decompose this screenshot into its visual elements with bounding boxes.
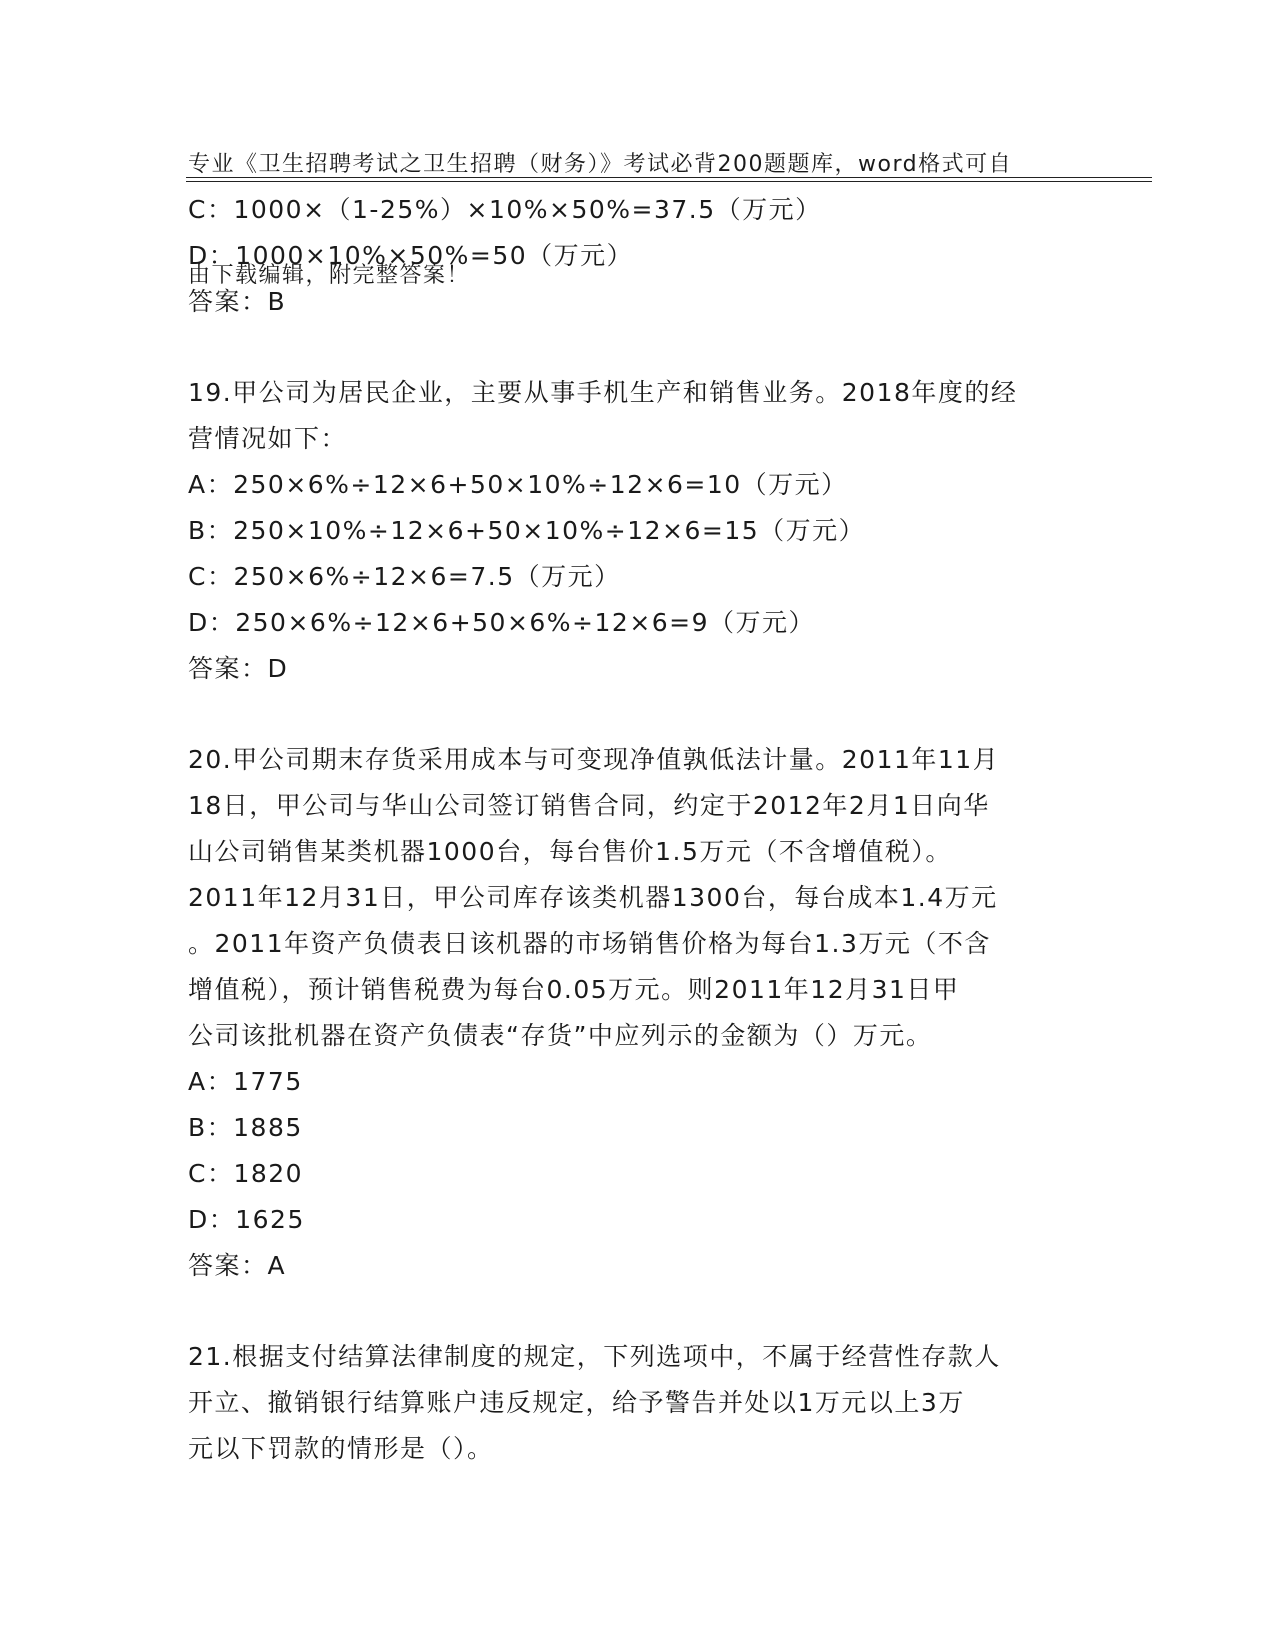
question-stem	[188, 737, 1088, 1059]
option-b: B：250×10%÷12×6+50×10%÷12×6=15（万元）	[188, 516, 866, 545]
answer-line: 答案：D	[188, 654, 289, 683]
stem-line: 2011年12月31日，甲公司库存该类机器1300台，每台成本1.4万元	[188, 883, 998, 912]
stem-line: 公司该批机器在资产负债表“存货”中应列示的金额为（）万元。	[188, 1021, 933, 1050]
option-a: A：1775	[188, 1067, 303, 1096]
option-a: A：250×6%÷12×6+50×10%÷12×6=10（万元）	[188, 470, 848, 499]
question-19	[188, 370, 1088, 692]
option-c: C：1000×（1-25%）×10%×50%=37.5（万元）	[188, 195, 822, 224]
document-body	[188, 187, 1088, 1472]
stem-line: 增值税），预计销售税费为每台0.05万元。则2011年12月31日甲	[188, 975, 960, 1004]
question-stem	[188, 370, 1088, 462]
answer-line: 答案：B	[188, 287, 287, 316]
question-20	[188, 737, 1088, 1289]
stem-line: 21.根据支付结算法律制度的规定，下列选项中，不属于经营性存款人	[188, 1342, 1001, 1371]
option-d: D：1000×10%×50%=50（万元）	[188, 241, 634, 270]
question-21	[188, 1334, 1088, 1472]
stem-line: 。2011年资产负债表日该机器的市场销售价格为每台1.3万元（不含	[188, 929, 991, 958]
stem-line: 元以下罚款的情形是（）。	[188, 1434, 494, 1463]
stem-line: 19.甲公司为居民企业，主要从事手机生产和销售业务。2018年度的经	[188, 378, 1018, 407]
previous-question-tail	[188, 187, 1088, 325]
option-d: D：250×6%÷12×6+50×6%÷12×6=9（万元）	[188, 608, 816, 637]
stem-line: 山公司销售某类机器1000台，每台售价1.5万元（不含增值税）。	[188, 837, 952, 866]
option-c: C：250×6%÷12×6=7.5（万元）	[188, 562, 621, 591]
option-d: D：1625	[188, 1205, 305, 1234]
question-stem	[188, 1334, 1088, 1472]
stem-line: 18日，甲公司与华山公司签订销售合同，约定于2012年2月1日向华	[188, 791, 990, 820]
stem-line: 20.甲公司期末存货采用成本与可变现净值孰低法计量。2011年11月	[188, 745, 1000, 774]
header-line-2: 由下载编辑，附完整答案！	[188, 263, 471, 288]
option-b: B：1885	[188, 1113, 303, 1142]
answer-line: 答案：A	[188, 1251, 287, 1280]
header-divider-top	[186, 177, 1152, 178]
option-c: C：1820	[188, 1159, 304, 1188]
stem-line: 开立、撤销银行结算账户违反规定，给予警告并处以1万元以上3万	[188, 1388, 965, 1417]
header-divider-bottom	[186, 181, 1152, 182]
header-line-1: 专业《卫生招聘考试之卫生招聘（财务）》考试必背200题题库，word格式可自	[188, 152, 1013, 177]
stem-line: 营情况如下：	[188, 424, 348, 453]
